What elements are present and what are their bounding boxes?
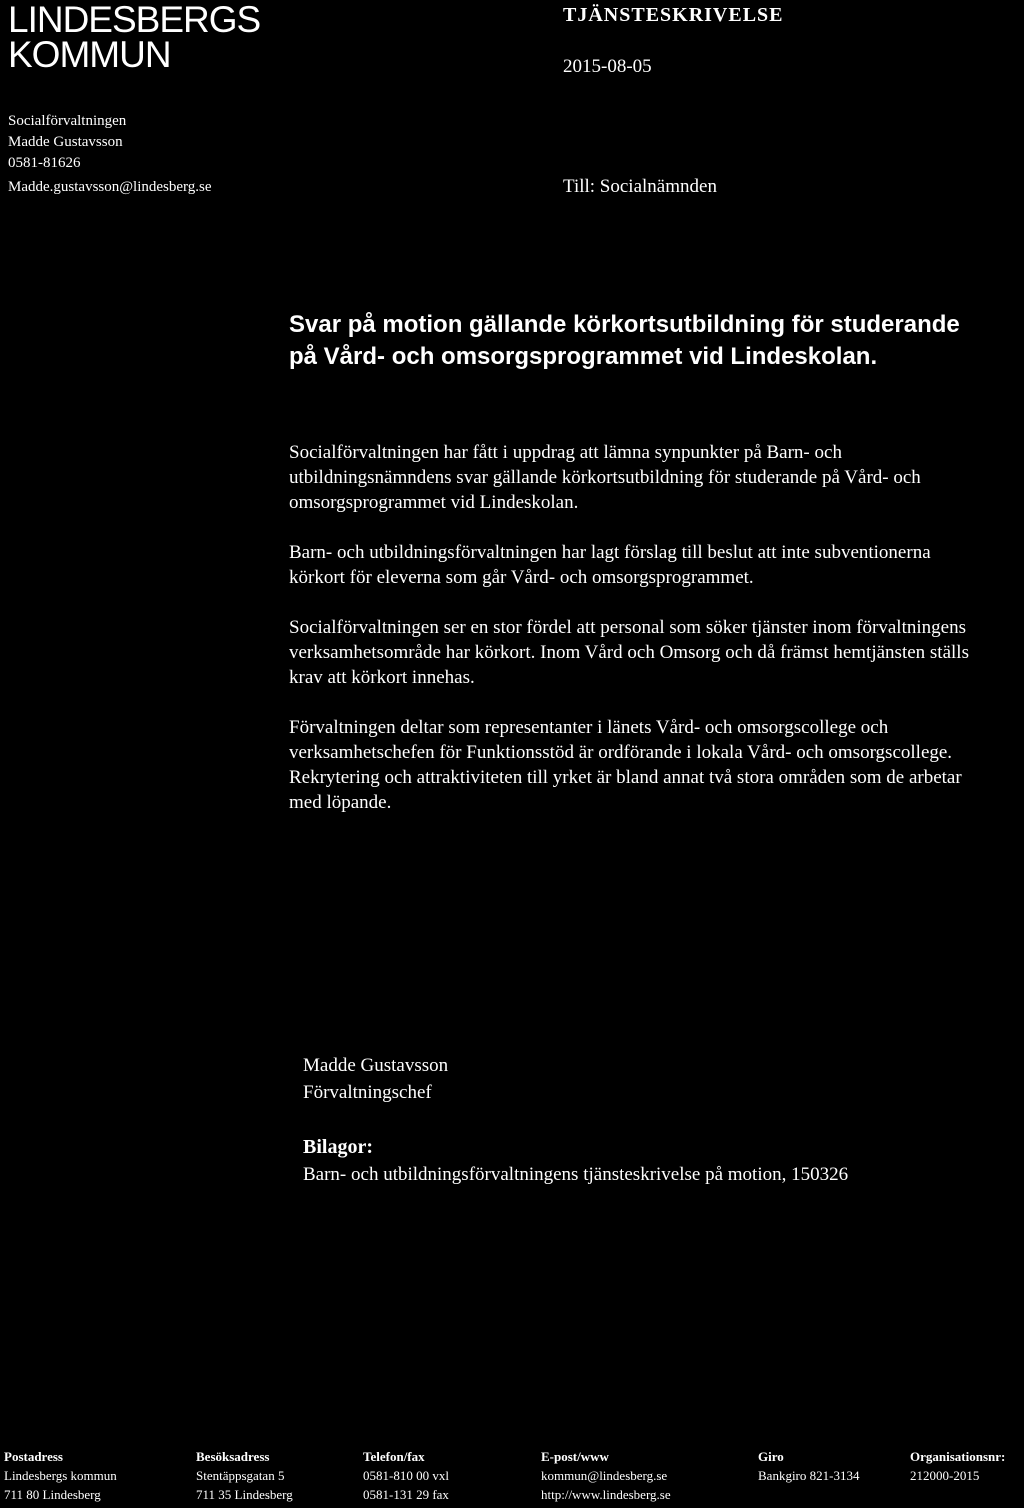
logo-line-2: KOMMUN [8,34,171,75]
footer-web [541,1447,671,1504]
footer-giro [758,1447,859,1485]
signature-name: Madde Gustavsson [303,1055,449,1076]
logo-line-1: LINDESBERGS [8,0,261,40]
footer-text: 711 35 Lindesberg [196,1487,293,1502]
footer-text: Bankgiro 821-3134 [758,1468,860,1483]
body-paragraph: Förvaltningen deltar som representanter i länets Vård- och omsorgscollege och verksamhetschefen för Funktionsstöd är ordförande i lokala Vård- och omsorgscollege. Rekrytering och attraktiviteten till yrket är bland annat två stora områden som de arbetar med löpande. [289,717,962,813]
sender-email: Madde.gustavsson@lindesberg.se [8,179,212,195]
footer-org [910,1447,1005,1485]
document-type: TJÄNSTESKRIVELSE [563,4,784,26]
footer-email-link[interactable]: kommun@lindesberg.se [541,1468,668,1483]
attachments-heading: Bilagor: [303,1136,373,1158]
signature-block [303,1052,448,1106]
footer-heading: Organisationsnr: [910,1449,1006,1464]
footer-visit [196,1447,293,1504]
footer-heading: Besöksadress [196,1449,270,1464]
footer-text: 0581-810 00 vxl [363,1468,449,1483]
document-title: Svar på motion gällande körkortsutbildning för studerande på Vård- och omsorgsprogrammet vid Lindeskolan. [289,311,960,370]
footer-heading: Giro [758,1449,784,1464]
footer-heading: Postadress [4,1449,63,1464]
document-body [289,440,989,840]
sender-phone: 0581-81626 [8,155,81,171]
footer [0,1447,1024,1508]
recipient: Till: Socialnämnden [563,176,717,197]
body-paragraph: Socialförvaltningen har fått i uppdrag att lämna synpunkter på Barn- och utbildningsnämndens svar gällande körkortsutbildning för studerande på Vård- och omsorgsprogrammet vid Lindeskolan. [289,442,921,513]
footer-heading: Telefon/fax [363,1449,425,1464]
footer-text: 212000-2015 [910,1468,980,1483]
footer-heading: E-post/www [541,1449,609,1464]
footer-postal [4,1447,117,1504]
footer-text: 711 80 Lindesberg [4,1487,101,1502]
body-paragraph: Barn- och utbildningsförvaltningen har lagt förslag till beslut att inte subventionerna körkort för eleverna som går Vård- och omsorgsprogrammet. [289,542,931,588]
footer-text: 0581-131 29 fax [363,1487,449,1502]
sender-department: Socialförvaltningen [8,113,127,129]
attachment-item: Barn- och utbildningsförvaltningens tjänsteskrivelse på motion, 150326 [303,1164,849,1185]
signature-role: Förvaltningschef [303,1082,432,1103]
body-paragraph: Socialförvaltningen ser en stor fördel att personal som söker tjänster inom förvaltningens verksamhetsområde har körkort. Inom Vård och Omsorg och då främst hemtjänsten ställs krav att körkort innehas. [289,617,969,688]
municipality-logo [8,0,261,75]
footer-phone [363,1447,449,1504]
attachments-block [303,1133,848,1189]
sender-block [8,111,212,198]
document-date: 2015-08-05 [563,56,652,77]
footer-text: Lindesbergs kommun [4,1468,117,1483]
sender-name: Madde Gustavsson [8,134,123,150]
footer-text: Stentäppsgatan 5 [196,1468,285,1483]
footer-www-link[interactable]: http://www.lindesberg.se [541,1487,671,1502]
